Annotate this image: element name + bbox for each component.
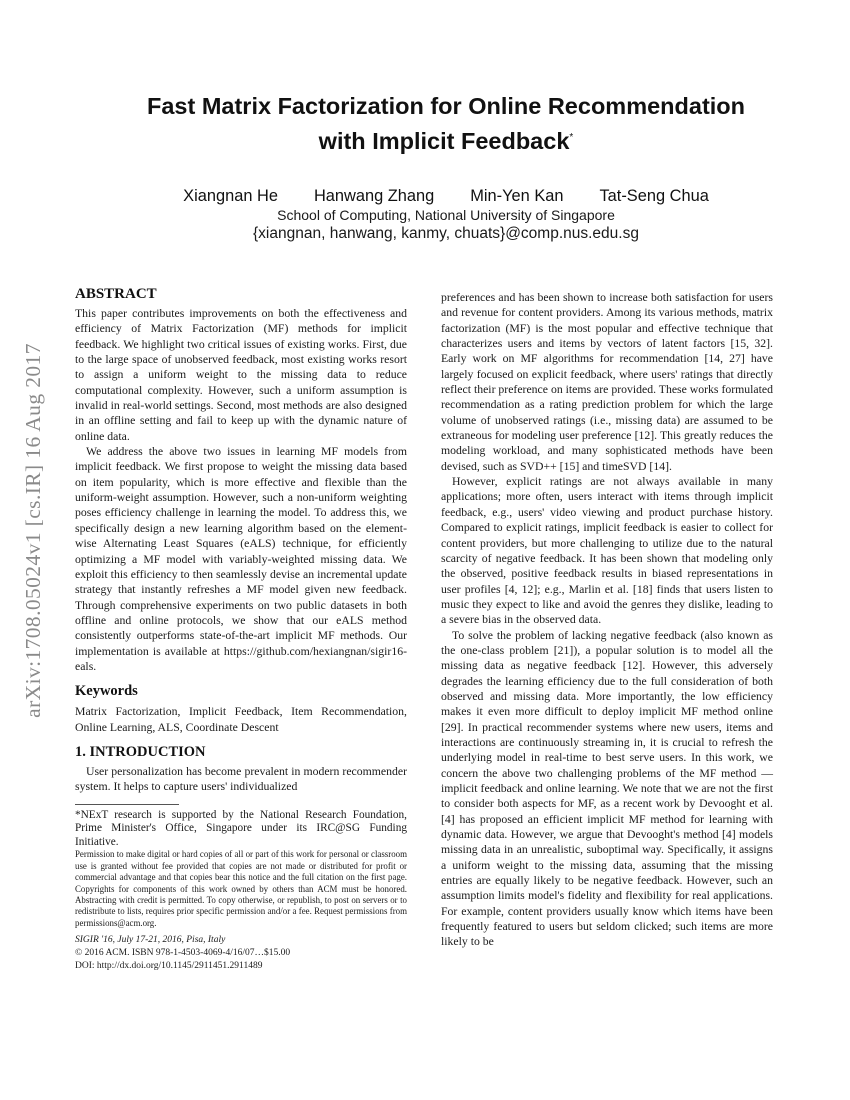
- author-list: [60, 187, 832, 206]
- conference-venue: SIGIR '16, July 17-21, 2016, Pisa, Italy: [75, 935, 226, 946]
- arxiv-stamp-text: arXiv:1708.05024v1 [cs.IR] 16 Aug 2017: [20, 342, 45, 718]
- abstract-paragraph-1: This paper contributes improvements on both the effectiveness and efficiency of Matrix Factorization (MF) methods for implicit feedback. We highlight two critical issues of existing works. First, due to the large space of unobserved feedback, most existing works resort to assign a uniform weight to the missing data to reduce computational complexity. However, such a uniform assumption is invalid in real-world settings. Second, most methods are also designed in an offline setting and fail to keep up with the dynamic nature of online data.: [75, 307, 407, 443]
- keywords-text: Matrix Factorization, Implicit Feedback, Item Recommendation, Online Learning, ALS, Coordinate Descent: [75, 705, 407, 734]
- keywords-heading: Keywords: [75, 683, 138, 700]
- arxiv-stamp: [8, 290, 58, 770]
- author-name: Tat-Seng Chua: [599, 186, 709, 205]
- permission-notice: Permission to make digital or hard copies of all or part of this work for personal or classroom use is granted without fee provided that copies are not made or distributed for profit or commercial advantage and that copies bear this notice and the full citation on the first page. Copyrights for components of this work owned by others than ACM must be honored. Abstracting with credit is permitted. To copy otherwise, or republish, to post on servers or to redistribute to lists, requires prior specific permission and/or a fee. Request permissions from permissions@acm.org.: [75, 849, 407, 928]
- right-column: [441, 290, 773, 950]
- left-column: [75, 285, 407, 973]
- author-emails: {xiangnan, hanwang, kanmy, chuats}@comp.nus.edu.sg: [253, 224, 639, 242]
- intro-paragraph-continued: preferences and has been shown to increase both satisfaction for users and revenue for content providers. Among its various methods, matrix factorization (MF) is the most popular and effective technique that characterizes users and items by vectors of latent factors [15, 32]. Early work on MF algorithms for recommendation [14, 27] have largely focused on explicit feedback, where users' ratings that directly reflect their preference on items are provided. These works formulated recommendation as a rating prediction problem for which the large volume of unobserved ratings (i.e., missing data) are assumed to be extraneous for modeling user preference [12]. This greatly reduces the modeling workload, and many sophisticated methods have been devised, such as SVD++ [15] and timeSVD [14].: [441, 291, 773, 473]
- paper-header: [60, 90, 832, 243]
- intro-heading: 1. INTRODUCTION: [75, 743, 206, 760]
- author-name: Hanwang Zhang: [313, 186, 435, 205]
- paper-title: [60, 90, 832, 157]
- intro-paragraph-3: To solve the problem of lacking negative feedback (also known as the one-class problem [21]), a popular solution is to model all the missing data as negative feedback [12]. However, this adversely degrades the learning efficiency due to the full consideration of both observed and missing data. More importantly, the low efficiency makes it even more difficult to deploy implicit MF method online [29]. In practical recommender systems where new users, items and interactions are continuously streaming in, it is crucial to refresh the underlying model in real-time to best serve users. In this work, we concern the above two challenging problems of the MF method — implicit feedback and online learning. We note that we are not the first to consider both aspects for MF, as a recent work by Devooght et al. [4] has proposed an efficient implicit MF method for learning with dynamic data. However, we argue that Devooght's method [4] models missing data in an unrealistic, suboptimal way. Specifically, it assigns a uniform weight to the missing data, assuming that the missing entries are equally likely to be negative feedback. However, such an assumption limits model's fidelity and flexibility for real applications. For example, content providers usually know which items have been frequently featured to users but seldom clicked; such items are more likely to be: [441, 628, 773, 949]
- author-name: Xiangnan He: [183, 186, 278, 205]
- abstract-paragraph-2: We address the above two issues in learning MF models from implicit feedback. We first propose to weight the missing data based on item popularity, which is more effective and flexible than the uniform-weight assumption. However, such a non-uniform weighting poses efficiency challenge in learning the model. To address this, we specifically design a new learning algorithm based on the element-wise Alternating Least Squares (eALS) technique, for efficiently optimizing a MF model with variably-weighted missing data. We exploit this efficiency to then seamlessly devise an incremental update strategy that instantly refreshes a MF model given new feedback. Through comprehensive experiments on two public datasets in both offline and online protocols, we show that our eALS method consistently outperforms state-of-the-art implicit MF methods. Our implementation is available at https://github.com/hexiangnan/sigir16-eals.: [75, 445, 407, 673]
- title-line-1: Fast Matrix Factorization for Online Recommendation: [146, 93, 746, 119]
- conference-info: [75, 934, 407, 973]
- intro-paragraph-1: User personalization has become prevalent in modern recommender system. It helps to capture users' individualized: [75, 764, 407, 794]
- author-name: Min-Yen Kan: [470, 186, 564, 205]
- abstract-heading: ABSTRACT: [75, 286, 157, 302]
- copyright-line: © 2016 ACM. ISBN 978-1-4503-4069-4/16/07…$15.00: [75, 948, 291, 959]
- affiliation: School of Computing, National University of Singapore: [277, 206, 615, 223]
- title-footnote-mark: *: [569, 132, 574, 143]
- funding-footnote: *NExT research is supported by the National Research Foundation, Prime Minister's Office, Singapore under its IRC@SG Funding Initiative.: [75, 808, 407, 848]
- title-line-2: with Implicit Feedback: [318, 127, 570, 154]
- footnote-divider: [75, 804, 179, 805]
- doi-line: DOI: http://dx.doi.org/10.1145/2911451.2911489: [75, 961, 263, 972]
- intro-paragraph-2: However, explicit ratings are not always available in many applications; more often, users interact with items through implicit feedback, e.g., users' video viewing and product purchase history. Compared to explicit ratings, implicit feedback is easier to collect for content providers, but more challenging to utilize due to the natural scarcity of negative feedback. It has been shown that modeling only the observed, positive feedback results in biased representations in user profiles [4, 12]; e.g., Marlin et al. [18] finds that users listen to music they expect to like and avoid the genres they dislike, leading to a severe bias in the observed data.: [441, 475, 773, 627]
